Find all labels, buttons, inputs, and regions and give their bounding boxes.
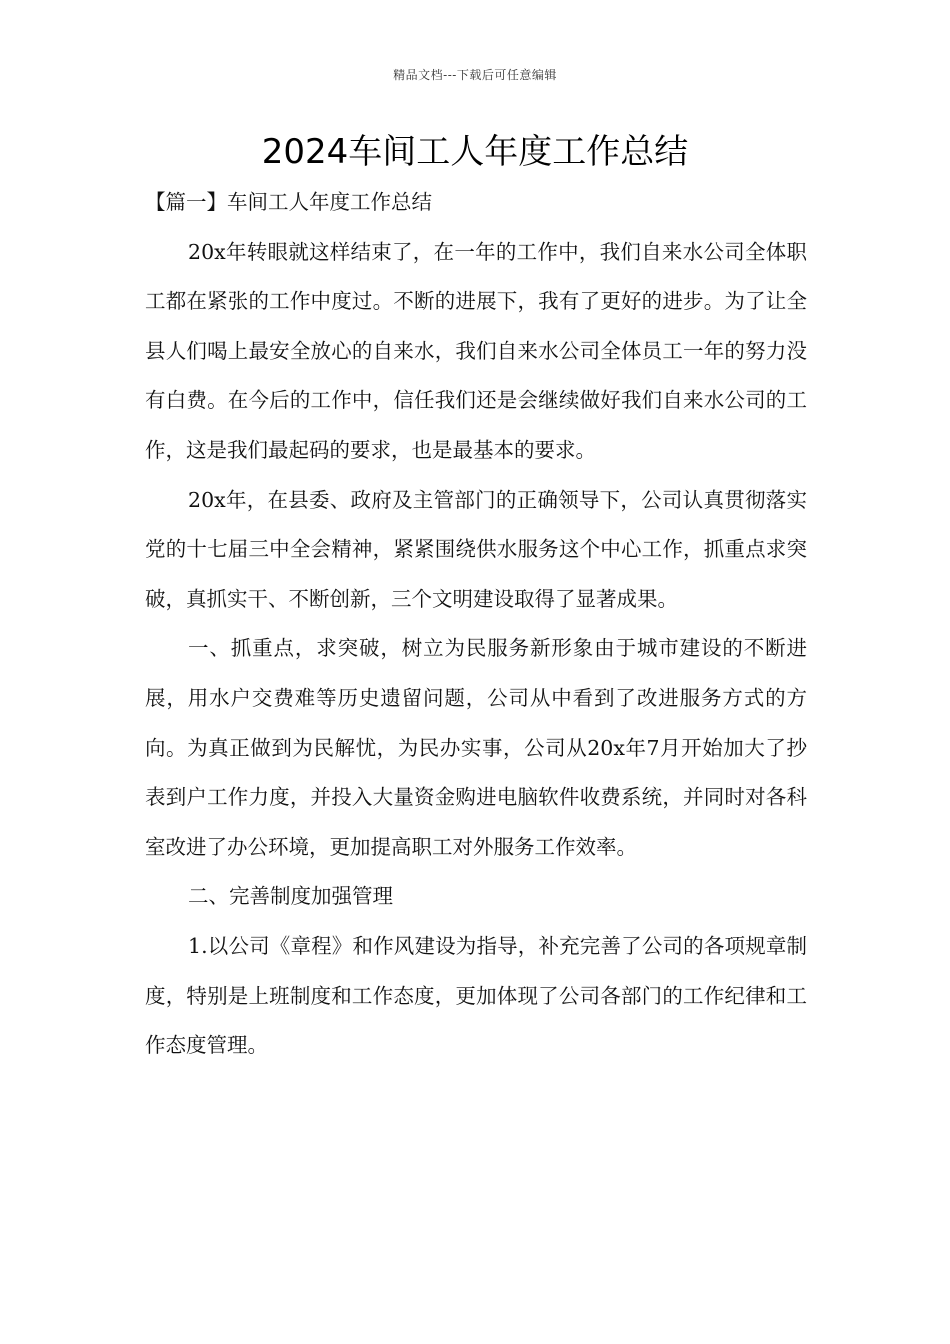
paragraph-intro: 20x年转眼就这样结束了，在一年的工作中，我们自来水公司全体职工都在紧张的工作中度过。不断的进展下，我有了更好的进步。为了让全县人们喝上最安全放心的自来水，我们自来水公司全体员工一年的努力没有白费。在今后的工作中，信任我们还是会继续做好我们自来水公司的工作，这是我们最起码的要求，也是最基本的要求。	[145, 239, 807, 462]
paragraph-point-one: 一、抓重点，求突破，树立为民服务新形象由于城市建设的不断进展，用水户交费难等历史遗留问题，公司从中看到了改进服务方式的方向。为真正做到为民解忧，为民办实事，公司从20x年7月开始加大了抄表到户工作力度，并投入大量资金购进电脑软件收费系统，并同时对各科室改进了办公环境，更加提高职工对外服务工作效率。	[145, 636, 807, 859]
paragraph-leadership: 20x年，在县委、政府及主管部门的正确领导下，公司认真贯彻落实党的十七届三中全会精神，紧紧围绕供水服务这个中心工作，抓重点求突破，真抓实干、不断创新，三个文明建设取得了显著成果。	[145, 487, 807, 611]
paragraph-point-two-heading: 二、完善制度加强管理	[188, 884, 394, 909]
header-note: 精品文档---下载后可任意编辑	[393, 68, 557, 82]
paragraph-point-two-item-one: 1.以公司《章程》和作风建设为指导，补充完善了公司的各项规章制度，特别是上班制度和工作态度，更加体现了公司各部门的工作纪律和工作态度管理。	[145, 933, 807, 1058]
document-body	[145, 178, 807, 1071]
section-heading: 【篇一】车间工人年度工作总结	[145, 190, 432, 214]
document-title: 2024车间工人年度工作总结	[261, 132, 689, 172]
